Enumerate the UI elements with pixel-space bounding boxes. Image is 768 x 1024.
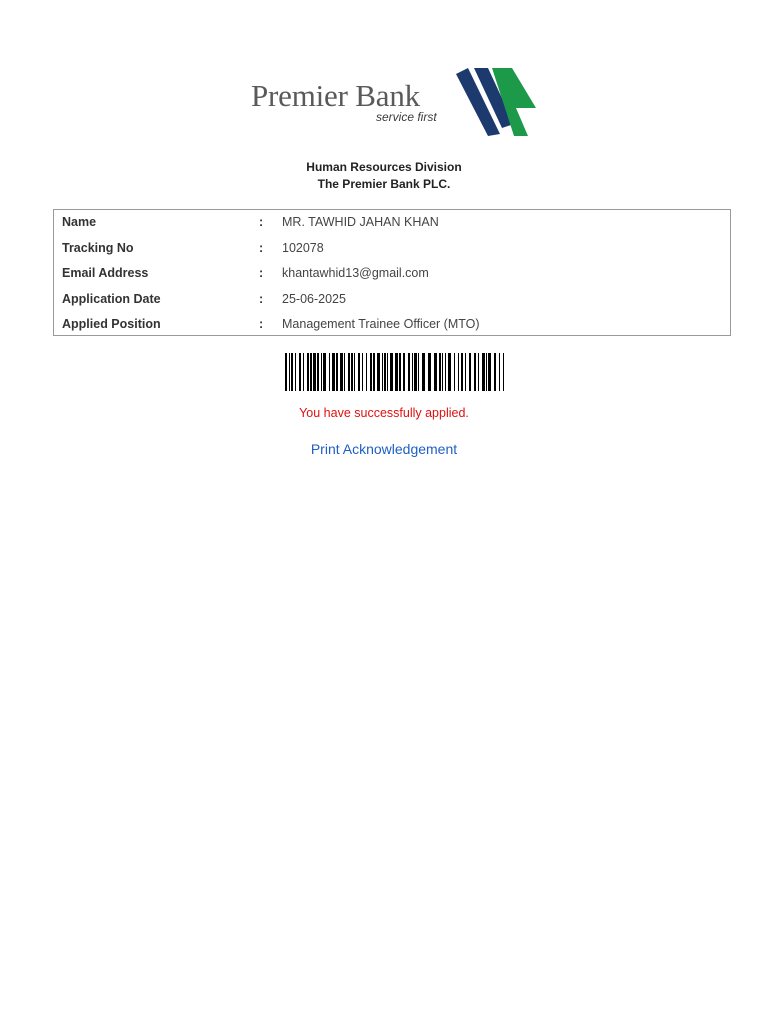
barcode-bar — [362, 353, 363, 391]
barcode-bar — [494, 353, 496, 391]
barcode-bar — [478, 353, 479, 391]
info-label: Email Address — [62, 266, 149, 280]
barcode-bar — [461, 353, 463, 391]
barcode-bar — [403, 353, 405, 391]
premier-bank-mark-icon — [456, 68, 536, 136]
success-message: You have successfully applied. — [299, 406, 469, 420]
barcode-bar — [354, 353, 355, 391]
barcode-bar — [499, 353, 500, 391]
barcode-bar — [351, 353, 353, 391]
barcode-bar — [303, 353, 304, 391]
info-value: Management Trainee Officer (MTO) — [282, 317, 480, 331]
info-label: Applied Position — [62, 317, 161, 331]
tracking-barcode — [285, 353, 504, 391]
info-separator: : — [259, 317, 264, 331]
barcode-bar — [412, 353, 413, 391]
info-separator: : — [259, 292, 264, 306]
barcode-bar — [408, 353, 410, 391]
barcode-bar — [307, 353, 309, 391]
barcode-bar — [321, 353, 322, 391]
barcode-bar — [295, 353, 296, 391]
barcode-bar — [377, 353, 380, 391]
barcode-bar — [488, 353, 491, 391]
info-value: khantawhid13@gmail.com — [282, 266, 429, 280]
applicant-info-table — [53, 209, 731, 336]
barcode-bar — [317, 353, 319, 391]
barcode-bar — [370, 353, 372, 391]
barcode-bar — [465, 353, 466, 391]
info-separator: : — [259, 215, 264, 229]
info-row-name — [54, 212, 730, 232]
info-separator: : — [259, 266, 264, 280]
barcode-bar — [344, 353, 345, 391]
barcode-bar — [332, 353, 335, 391]
barcode-bar — [458, 353, 459, 391]
bank-logo — [248, 64, 538, 140]
barcode-bar — [445, 353, 446, 391]
barcode-bar — [340, 353, 343, 391]
barcode-bar — [299, 353, 301, 391]
barcode-bar — [336, 353, 338, 391]
info-value: 25-06-2025 — [282, 292, 346, 306]
barcode-bar — [382, 353, 383, 391]
barcode-bar — [390, 353, 393, 391]
barcode-bar — [434, 353, 437, 391]
barcode-bar — [323, 353, 326, 391]
info-row-email — [54, 263, 730, 283]
barcode-bar — [474, 353, 476, 391]
info-row-tracking — [54, 238, 730, 258]
info-label: Application Date — [62, 292, 161, 306]
info-label: Tracking No — [62, 241, 134, 255]
barcode-bar — [418, 353, 419, 391]
info-label: Name — [62, 215, 97, 229]
org-heading — [0, 159, 768, 193]
barcode-bar — [414, 353, 417, 391]
barcode-bar — [395, 353, 398, 391]
logo-wordmark: Premier Bank — [251, 78, 420, 113]
barcode-bar — [348, 353, 350, 391]
print-acknowledgement-link[interactable]: Print Acknowledgement — [310, 441, 458, 457]
barcode-bar — [454, 353, 455, 391]
barcode-bar — [439, 353, 441, 391]
barcode-bar — [384, 353, 386, 391]
barcode-bar — [486, 353, 487, 391]
logo-tagline: service first — [376, 110, 437, 124]
barcode-bar — [310, 353, 312, 391]
barcode-bar — [285, 353, 287, 391]
info-separator: : — [259, 241, 264, 255]
organization-title: The Premier Bank PLC. — [317, 177, 451, 191]
barcode-bar — [448, 353, 451, 391]
barcode-bar — [366, 353, 367, 391]
info-value: MR. TAWHID JAHAN KHAN — [282, 215, 439, 229]
info-row-application-date — [54, 289, 730, 309]
division-title: Human Resources Division — [306, 160, 462, 174]
barcode-bar — [373, 353, 375, 391]
barcode-bar — [442, 353, 443, 391]
barcode-bar — [289, 353, 290, 391]
barcode-bar — [422, 353, 425, 391]
barcode-bar — [482, 353, 485, 391]
barcode-bar — [428, 353, 431, 391]
info-value: 102078 — [282, 241, 324, 255]
info-row-applied-position — [54, 314, 730, 334]
barcode-bar — [358, 353, 360, 391]
barcode-bar — [503, 353, 504, 391]
barcode-bar — [469, 353, 471, 391]
barcode-bar — [329, 353, 330, 391]
barcode-bar — [313, 353, 316, 391]
barcode-bar — [387, 353, 388, 391]
barcode-bar — [399, 353, 401, 391]
barcode-bar — [291, 353, 293, 391]
